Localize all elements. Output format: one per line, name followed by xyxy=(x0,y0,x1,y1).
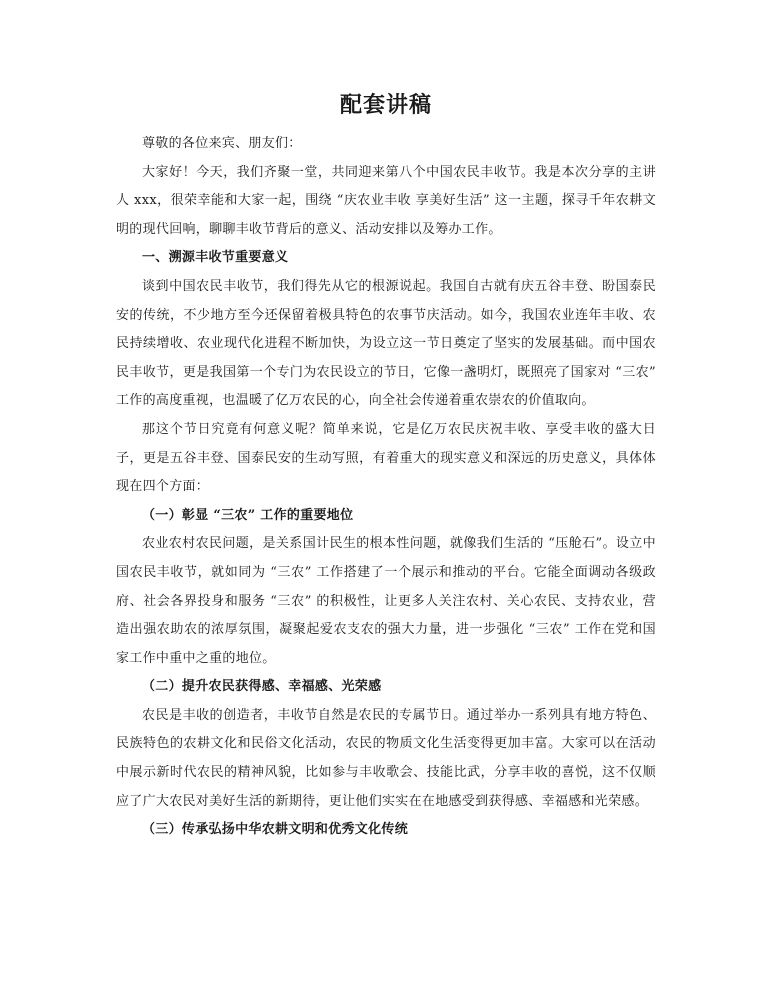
subsection1-paragraph: 农业农村农民问题，是关系国计民生的根本性问题，就像我们生活的 “压舱石”。设立中国农民丰收节，就如同为 “三农” 工作搭建了一个展示和推动的平台。它能全面调动各级政府、社会各界投身和服务 “三农” 的积极性，让更多人关注农村、关心农民、支持农业，营造出强农助农的浓厚氛围，凝聚起爱农支农的强大力量，进一步强化 “三农” 工作在党和国家工作中重中之重的地位。 xyxy=(116,536,656,666)
subsection-heading-2: （二）提升农民获得感、幸福感、光荣感 xyxy=(142,679,382,695)
section-heading-1: 一、溯源丰收节重要意义 xyxy=(142,250,289,266)
subsection2-paragraph: 农民是丰收的创造者，丰收节自然是农民的专属节日。通过举办一系列具有地方特色、民族特色的农耕文化和民俗文化活动，农民的物质文化生活变得更加丰富。大家可以在活动中展示新时代农民的精神风貌，比如参与丰收歌会、技能比武，分享丰收的喜悦，这不仅顺应了广大农民对美好生活的新期待，更让他们实实在在地感受到获得感、幸福感和光荣感。 xyxy=(116,707,656,809)
section1-paragraph-1: 谈到中国农民丰收节，我们得先从它的根源说起。我国自古就有庆五谷丰登、盼国泰民安的传统，不少地方至今还保留着极具特色的农事节庆活动。如今，我国农业连年丰收、农民持续增收、农业现代化进程不断加快，为设立这一节日奠定了坚实的发展基础。而中国农民丰收节，更是我国第一个专门为农民设立的节日，它像一盏明灯，既照亮了国家对 “三农” 工作的高度重视，也温暖了亿万农民的心，向全社会传递着重农崇农的价值取向。 xyxy=(116,278,656,409)
intro-paragraph: 大家好！今天，我们齐聚一堂，共同迎来第八个中国农民丰收节。我是本次分享的主讲人 xxx，很荣幸能和大家一起，围绕 “庆农业丰收 享美好生活” 这一主题，探寻千年农耕文明的现代回响，聊聊丰收节背后的意义、活动安排以及筹办工作。 xyxy=(116,164,656,237)
section1-paragraph-2: 那这个节日究竟有何意义呢？简单来说，它是亿万农民庆祝丰收、享受丰收的盛大日子，更是五谷丰登、国泰民安的生动写照，有着重大的现实意义和深远的历史意义，具体体现在四个方面： xyxy=(116,421,656,495)
greeting-paragraph: 尊敬的各位来宾、朋友们： xyxy=(142,136,302,151)
subsection-heading-3: （三）传承弘扬中华农耕文明和优秀文化传统 xyxy=(142,822,409,838)
document-page xyxy=(116,88,656,845)
subsection-heading-1: （一）彰显 “三农” 工作的重要地位 xyxy=(142,507,354,523)
page-title: 配套讲稿 xyxy=(339,92,432,118)
